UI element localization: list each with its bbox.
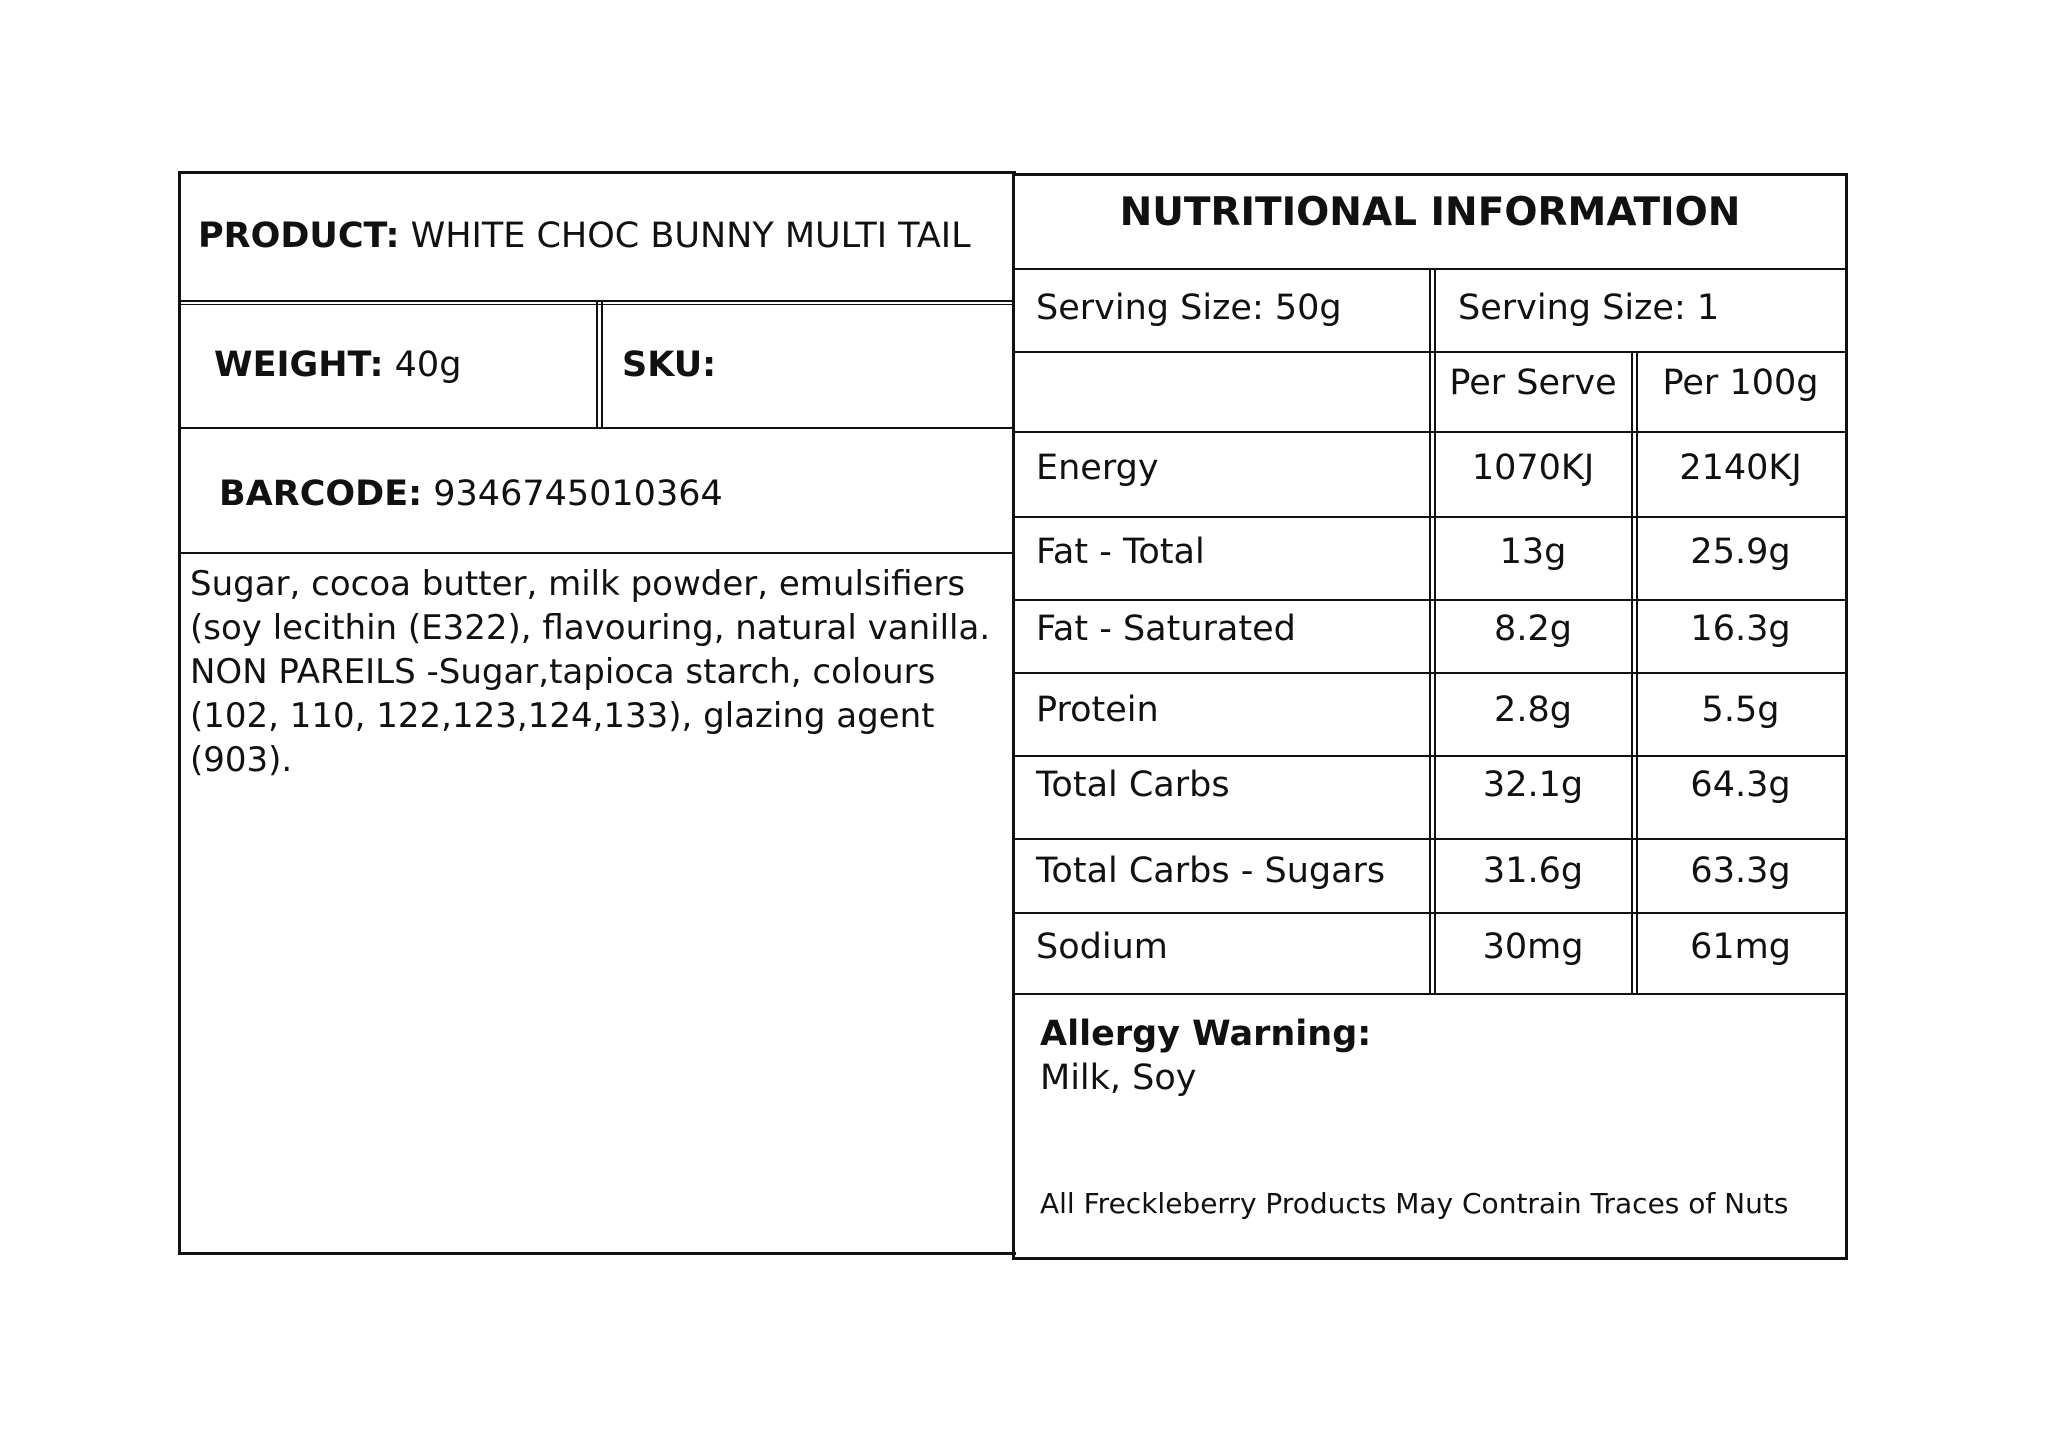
nutrient-per-100g: 2140KJ [1679,448,1802,488]
nutrient-name: Total Carbs - Sugars [1036,851,1386,891]
product-row [198,216,971,256]
weight-value: 40g [394,345,462,385]
ingredients-text: Sugar, cocoa butter, milk powder, emulsifiers (soy lecithin (E322), flavouring, natural vanilla. NON PAREILS -Sugar,tapioca starch, colours (102, 110, 122,123,124,133), glazing agent (903). [190,564,991,780]
nutrient-name: Energy [1036,448,1159,488]
divider [1631,353,1638,993]
nutrient-per-100g: 64.3g [1690,765,1791,805]
allergy-value: Milk, Soy [1040,1058,1197,1098]
nutrient-per-serve: 2.8g [1494,690,1572,730]
column-header-per-100g: Per 100g [1662,363,1819,403]
nutrient-per-100g: 61mg [1690,927,1791,967]
sku-label: SKU: [622,345,717,385]
serving-size: Serving Size: 50g [1036,288,1342,328]
nutrient-name: Fat - Total [1036,532,1205,572]
column-header-per-serve: Per Serve [1449,363,1617,403]
nutrient-per-100g: 25.9g [1690,532,1791,572]
barcode-value: 9346745010364 [433,474,723,514]
nutrient-per-serve: 1070KJ [1471,448,1595,488]
weight-label: WEIGHT: [214,345,384,385]
barcode-row [219,474,723,514]
divider [596,302,603,428]
nuts-disclaimer: All Freckleberry Products May Contrain Traces of Nuts [1040,1187,1789,1220]
nutrient-per-serve: 8.2g [1494,609,1572,649]
nutrient-name: Protein [1036,690,1159,730]
nutrient-per-serve: 32.1g [1482,765,1584,805]
nutrient-per-serve: 30mg [1482,927,1584,967]
divider [180,552,1014,554]
nutrient-name: Fat - Saturated [1036,609,1296,649]
nutrient-per-100g: 5.5g [1701,690,1780,730]
weight-row [214,345,462,385]
nutrient-per-100g: 63.3g [1690,851,1791,891]
barcode-label: BARCODE: [219,474,423,514]
product-label: PRODUCT: [198,216,400,256]
nutrient-per-serve: 13g [1499,532,1567,572]
nutrient-name: Total Carbs [1036,765,1230,805]
divider [1014,993,1846,995]
nutrient-per-serve: 31.6g [1482,851,1584,891]
servings-per-pack: Serving Size: 1 [1458,288,1720,328]
nutrient-per-100g: 16.3g [1690,609,1791,649]
nutrient-name: Sodium [1036,927,1168,967]
product-name: WHITE CHOC BUNNY MULTI TAIL [410,216,971,256]
allergy-label: Allergy Warning: [1040,1014,1372,1054]
nutrition-title: NUTRITIONAL INFORMATION [1119,190,1741,235]
sku-row [622,345,717,385]
